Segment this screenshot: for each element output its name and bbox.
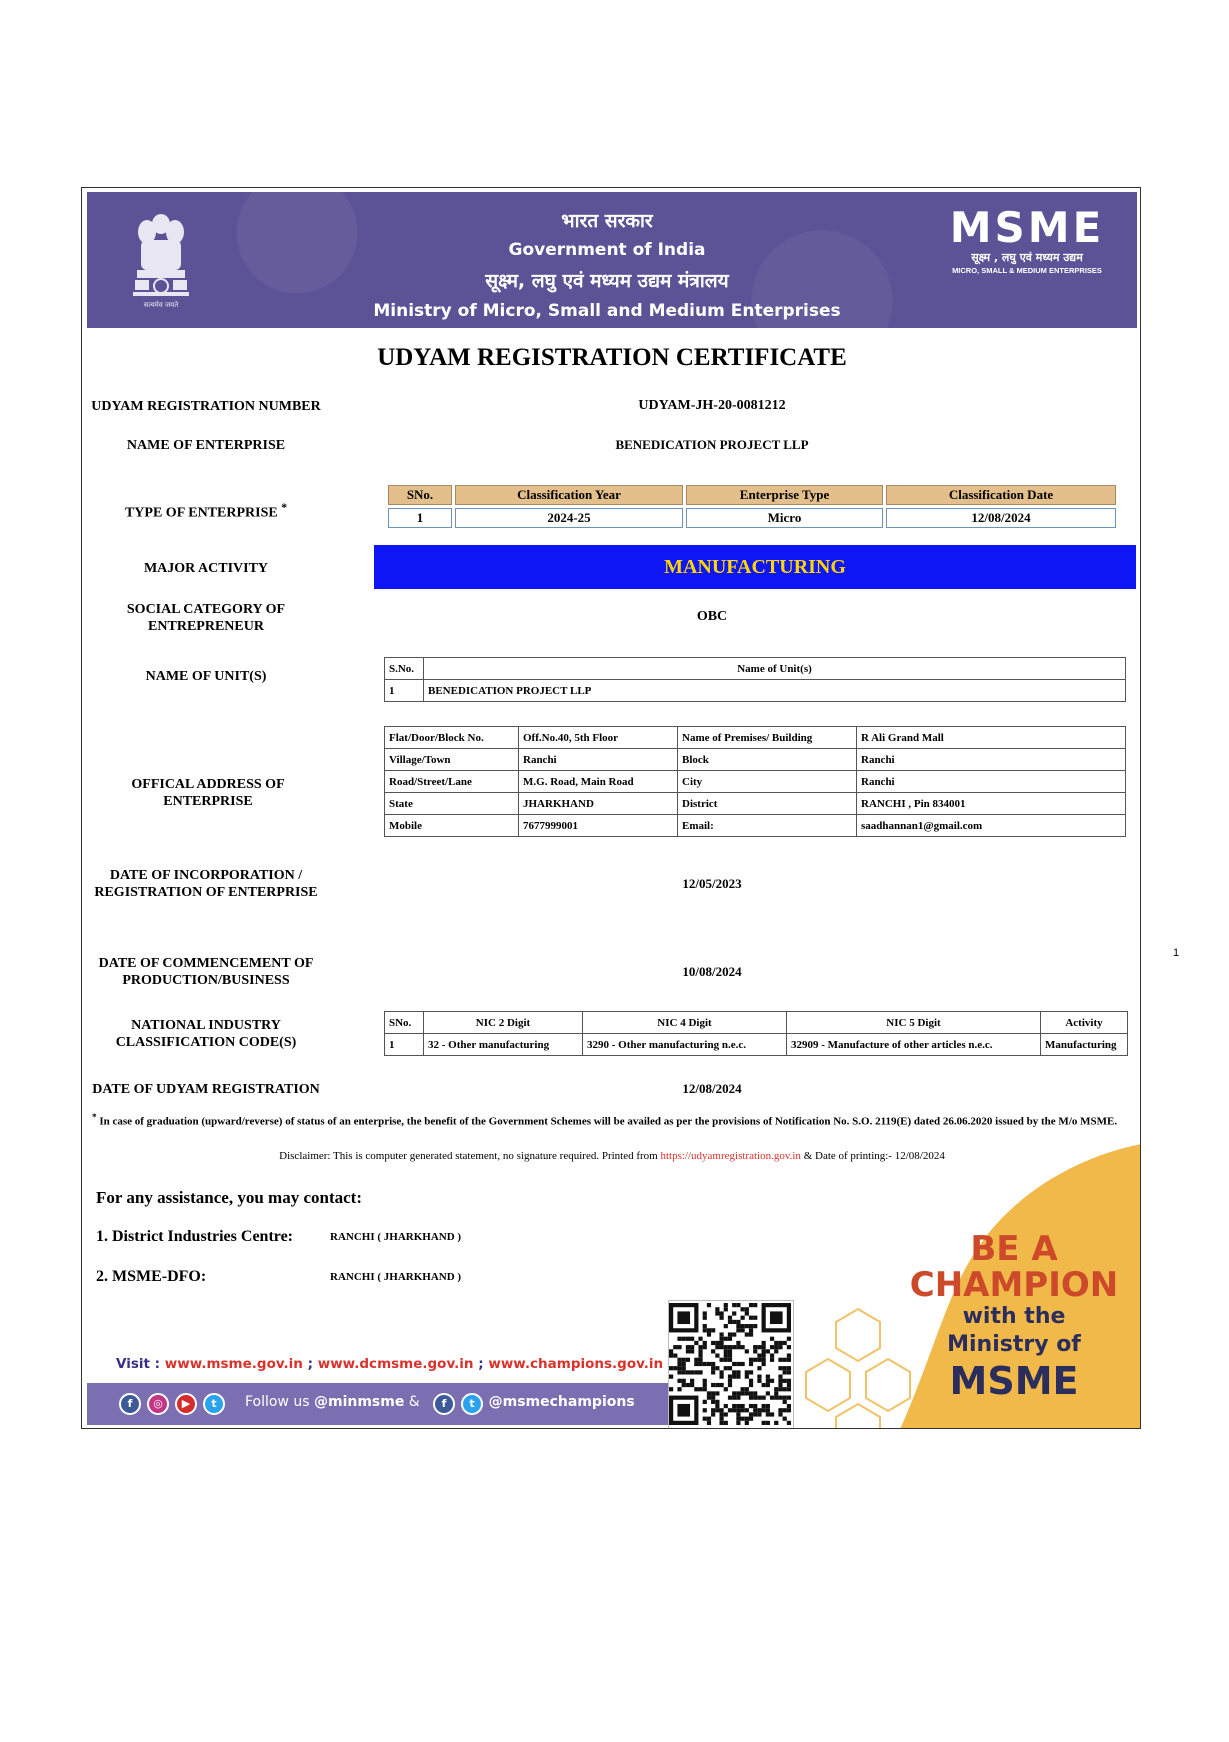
incorporation-label-2: REGISTRATION OF ENTERPRISE	[94, 885, 318, 900]
address-cell: RANCHI , Pin 834001	[857, 793, 1126, 815]
table-row	[388, 508, 1116, 528]
link-dcmsme[interactable]: www.dcmsme.gov.in	[317, 1356, 474, 1372]
address-cell: R Ali Grand Mall	[857, 727, 1126, 749]
units-table-header	[385, 658, 1126, 680]
champion-line-2: CHAMPION	[909, 1265, 1119, 1305]
commencement-date: 10/08/2024	[682, 964, 742, 979]
nic-td: 32909 - Manufacture of other articles n.e.c.	[787, 1034, 1041, 1056]
commencement-label	[90, 955, 322, 989]
link-msme[interactable]: www.msme.gov.in	[164, 1356, 303, 1372]
champion-text	[894, 1231, 1134, 1403]
follow-amp: &	[408, 1394, 420, 1410]
nic-th: NIC 2 Digit	[424, 1012, 583, 1034]
address-cell: Ranchi	[857, 749, 1126, 771]
nic-td: 32 - Other manufacturing	[424, 1034, 583, 1056]
visit-label: Visit :	[116, 1356, 161, 1372]
social-category-label	[90, 601, 322, 635]
nic-label-1: NATIONAL INDUSTRY	[131, 1018, 281, 1033]
header-hindi-2: सूक्ष्म, लघु एवं मध्यम उद्यम मंत्रालय	[485, 270, 729, 292]
address-cell: Ranchi	[857, 771, 1126, 793]
address-cell: City	[678, 771, 857, 793]
follow-band	[87, 1383, 669, 1425]
type-th: Classification Date	[886, 485, 1116, 505]
address-cell: saadhannan1@gmail.com	[857, 815, 1126, 837]
champion-line-4: Ministry of	[947, 1332, 1081, 1357]
udyam-date: 12/08/2024	[682, 1081, 742, 1096]
page-number: 1	[1173, 947, 1180, 959]
header-titles	[287, 206, 927, 324]
address-cell: Off.No.40, 5th Floor	[519, 727, 678, 749]
link-champions[interactable]: www.champions.gov.in	[488, 1356, 664, 1372]
type-th: Enterprise Type	[686, 485, 883, 505]
msme-logo-sub: MICRO, SMALL & MEDIUM ENTERPRISES	[952, 266, 1102, 275]
link-separator: ;	[307, 1356, 314, 1372]
type-label-mark: *	[281, 501, 288, 514]
assistance-heading: For any assistance, you may contact:	[96, 1188, 362, 1207]
youtube-icon[interactable]: ▶	[175, 1393, 197, 1415]
disclaimer-post: & Date of printing:- 12/08/2024	[803, 1150, 945, 1162]
nic-label-2: CLASSIFICATION CODE(S)	[115, 1035, 297, 1050]
address-cell: 7677999001	[519, 815, 678, 837]
units-th: Name of Unit(s)	[424, 658, 1126, 680]
udyam-date-label: DATE OF UDYAM REGISTRATION	[92, 1082, 320, 1097]
address-cell: JHARKHAND	[519, 793, 678, 815]
address-cell: State	[385, 793, 519, 815]
address-cell: Ranchi	[519, 749, 678, 771]
nic-table-header	[385, 1012, 1128, 1034]
header-hindi-1: भारत सरकार	[561, 210, 653, 232]
nic-th: Activity	[1041, 1012, 1128, 1034]
type-th: Classification Year	[455, 485, 683, 505]
footnote	[92, 1110, 1127, 1129]
social-category-value: OBC	[696, 609, 728, 624]
address-cell: Email:	[678, 815, 857, 837]
commencement-label-2: PRODUCTION/BUSINESS	[122, 973, 290, 988]
address-cell: Block	[678, 749, 857, 771]
nic-td: 3290 - Other manufacturing n.e.c.	[583, 1034, 787, 1056]
enterprise-name-label: NAME OF ENTERPRISE	[126, 438, 286, 453]
social-category-label-2: ENTREPRENEUR	[148, 619, 264, 634]
address-cell: Flat/Door/Block No.	[385, 727, 519, 749]
qr-code	[668, 1300, 794, 1429]
type-table	[385, 482, 1119, 531]
type-td: 2024-25	[455, 508, 683, 528]
nic-td: 1	[385, 1034, 424, 1056]
visit-links	[116, 1356, 663, 1372]
table-row	[385, 1034, 1128, 1056]
type-td: 12/08/2024	[886, 508, 1116, 528]
type-td: Micro	[686, 508, 883, 528]
units-th: S.No.	[385, 658, 424, 680]
address-table	[384, 726, 1126, 837]
type-th: SNo.	[388, 485, 452, 505]
reg-number-value: UDYAM-JH-20-0081212	[638, 398, 786, 413]
facebook-icon[interactable]: f	[119, 1393, 141, 1415]
dic-value: RANCHI ( JHARKHAND )	[330, 1231, 462, 1243]
table-row	[385, 680, 1126, 702]
incorporation-date: 12/05/2023	[682, 876, 742, 891]
social-category-label-1: SOCIAL CATEGORY OF	[126, 602, 286, 617]
twitter-icon[interactable]: t	[203, 1393, 225, 1415]
address-label: OFFICAL ADDRESS OF ENTERPRISE	[131, 777, 285, 809]
dfo-label: 2. MSME-DFO:	[96, 1268, 207, 1285]
units-label: NAME OF UNIT(S)	[145, 669, 267, 684]
type-table-header	[388, 485, 1116, 505]
dic-label: 1. District Industries Centre:	[96, 1228, 294, 1245]
champion-line-5: MSME	[949, 1359, 1079, 1403]
units-td: BENEDICATION PROJECT LLP	[424, 680, 1126, 702]
units-td: 1	[385, 680, 424, 702]
header-english-1: Government of India	[508, 240, 706, 260]
handle-minmsme[interactable]: @minmsme	[313, 1394, 405, 1410]
certificate	[81, 187, 1141, 1429]
address-cell: District	[678, 793, 857, 815]
enterprise-name-value: BENEDICATION PROJECT LLP	[615, 437, 809, 452]
msme-logo-word: MSME	[949, 203, 1105, 252]
msme-logo	[947, 203, 1107, 276]
table-row	[385, 727, 1126, 749]
commencement-label-1: DATE OF COMMENCEMENT OF	[98, 956, 314, 971]
major-activity-value: MANUFACTURING	[374, 545, 1136, 589]
handle-msmechampions[interactable]: @msmechampions	[488, 1394, 635, 1410]
units-table	[384, 657, 1126, 702]
nic-label	[90, 1017, 322, 1051]
address-cell: Road/Street/Lane	[385, 771, 519, 793]
nic-table	[384, 1011, 1128, 1056]
header-english-2: Ministry of Micro, Small and Medium Enterprises	[373, 301, 841, 321]
follow-pre: Follow us	[245, 1394, 310, 1410]
type-label-text: TYPE OF ENTERPRISE	[124, 505, 278, 521]
emblem-caption: सत्यमेव जयते	[143, 301, 179, 309]
type-td: 1	[388, 508, 452, 528]
type-label	[90, 499, 322, 522]
dfo-value: RANCHI ( JHARKHAND )	[330, 1271, 462, 1283]
header-banner	[87, 192, 1137, 328]
incorporation-label-1: DATE OF INCORPORATION /	[109, 868, 303, 883]
reg-number-label: UDYAM REGISTRATION NUMBER	[91, 399, 321, 414]
champion-line-3: with the	[962, 1304, 1066, 1329]
footnote-mark: *	[92, 1112, 97, 1122]
address-cell: Mobile	[385, 815, 519, 837]
address-cell: M.G. Road, Main Road	[519, 771, 678, 793]
table-row	[385, 749, 1126, 771]
champion-line-1: BE A	[970, 1229, 1058, 1269]
facebook-icon[interactable]: f	[433, 1393, 455, 1415]
disclaimer-pre: Disclaimer: This is computer generated statement, no signature required. Printed from	[279, 1150, 658, 1162]
national-emblem-icon	[129, 210, 193, 310]
address-cell: Village/Town	[385, 749, 519, 771]
link-separator: ;	[478, 1356, 484, 1372]
twitter-icon[interactable]: t	[461, 1393, 483, 1415]
nic-td: Manufacturing	[1041, 1034, 1128, 1056]
major-activity-label: MAJOR ACTIVITY	[143, 561, 269, 576]
nic-th: NIC 5 Digit	[787, 1012, 1041, 1034]
table-row	[385, 771, 1126, 793]
certificate-title: UDYAM REGISTRATION CERTIFICATE	[377, 344, 847, 371]
incorporation-label	[90, 867, 322, 901]
instagram-icon[interactable]: ◎	[147, 1393, 169, 1415]
msme-logo-hindi: सूक्ष्म , लघु एवं मध्यम उद्यम	[971, 251, 1083, 264]
nic-th: SNo.	[385, 1012, 424, 1034]
table-row	[385, 815, 1126, 837]
table-row	[385, 793, 1126, 815]
disclaimer-link[interactable]: https://udyamregistration.gov.in	[660, 1150, 801, 1162]
address-cell: Name of Premises/ Building	[678, 727, 857, 749]
nic-th: NIC 4 Digit	[583, 1012, 787, 1034]
footnote-text: In case of graduation (upward/reverse) of status of an enterprise, the benefit of the Government Schemes will be availed as per the provisions of Notification No. S.O. 2119(E) dated 26.06.2020 issued by the M/o MSME.	[99, 1115, 1118, 1128]
qr-code-icon	[669, 1301, 791, 1427]
